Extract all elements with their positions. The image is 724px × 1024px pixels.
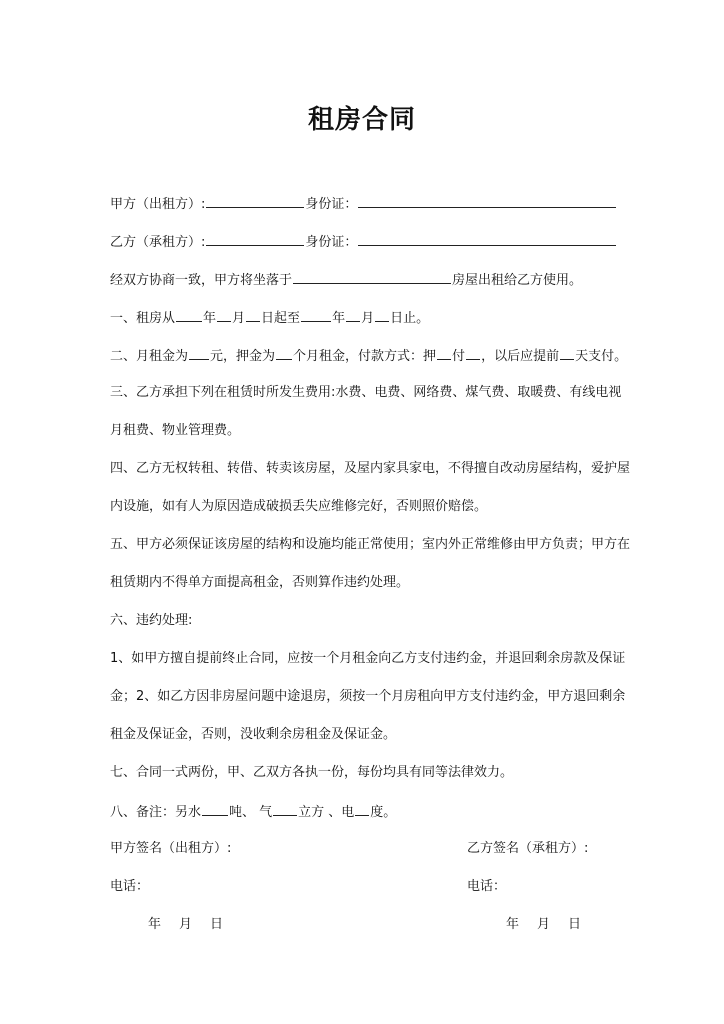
intro-post: 房屋出租给乙方使用。 — [452, 273, 583, 288]
party-b-line — [110, 232, 620, 252]
clause-6-heading: 六、违约处理: — [110, 613, 193, 628]
intro-pre: 经双方协商一致，甲方将坐落于 — [110, 273, 293, 288]
party-b-date-day: 日 — [568, 917, 582, 932]
party-b-date-year: 年 — [506, 917, 520, 932]
clause-1-year: 年 — [203, 311, 217, 326]
clause-4-line-1: 四、乙方无权转租、转借、转卖该房屋，及屋内家具家电，不得擅自改动房屋结构，爱护屋 — [110, 461, 631, 476]
deposit-count-blank[interactable] — [437, 346, 451, 360]
party-a-label: 甲方（出租方）: — [110, 197, 206, 212]
clause-6-line-1: 1、如甲方擅自提前终止合同，应按一个月租金向乙方支付违约金，并退回剩余房款及保证 — [110, 651, 626, 666]
gas-blank[interactable] — [273, 802, 297, 816]
party-a-signature-label: 甲方签名（出租方）: — [110, 841, 232, 856]
party-b-date — [506, 916, 581, 934]
clause-8-electric: 立方 、电 — [298, 805, 355, 820]
clause-3-line-2: 月租费、物业管理费。 — [110, 423, 241, 438]
clause-1-end: 日止。 — [390, 311, 430, 326]
clause-2-payment: 个月租金，付款方式：押 — [293, 349, 437, 364]
deposit-months-blank[interactable] — [276, 346, 292, 360]
clause-1-month: 月 — [232, 311, 246, 326]
clause-2-deposit: 元，押金为 — [210, 349, 276, 364]
property-address-blank[interactable] — [293, 270, 451, 284]
clause-8-text: 八、备注：另水 — [110, 805, 202, 820]
clause-2 — [110, 346, 628, 366]
pay-count-blank[interactable] — [466, 346, 480, 360]
party-a-phone-label: 电话： — [110, 879, 150, 894]
end-month-blank[interactable] — [346, 308, 360, 322]
party-a-date-year: 年 — [148, 917, 162, 932]
clause-1-end-year: 年 — [332, 311, 346, 326]
clause-4-line-2: 内设施，如有人为原因造成破损丢失应维修完好，否则照价赔偿。 — [110, 499, 488, 514]
clause-8-end: 度。 — [370, 805, 397, 820]
start-month-blank[interactable] — [217, 308, 231, 322]
party-b-name-blank[interactable] — [206, 232, 304, 246]
party-b-id-label: 身份证： — [305, 235, 358, 250]
party-a-date-day: 日 — [210, 917, 224, 932]
clause-2-advance: ，以后应提前 — [481, 349, 560, 364]
party-a-id-blank[interactable] — [358, 194, 616, 208]
party-b-date-month: 月 — [537, 917, 551, 932]
page-title: 租房合同 — [307, 105, 416, 135]
party-a-id-label: 身份证： — [305, 197, 358, 212]
clause-1 — [110, 308, 620, 328]
clause-1-end-month: 月 — [361, 311, 375, 326]
party-b-phone-label: 电话： — [467, 879, 507, 894]
clause-2-pay: 付 — [452, 349, 466, 364]
clause-7: 七、合同一式两份，甲、乙双方各执一份，每份均具有同等法律效力。 — [110, 765, 514, 780]
clause-1-until: 日起至 — [261, 311, 301, 326]
monthly-rent-blank[interactable] — [189, 346, 209, 360]
clause-6-line-3: 租金及保证金，否则，没收剩余房租金及保证金。 — [110, 727, 397, 742]
party-a-date-month: 月 — [179, 917, 193, 932]
clause-6-line-2: 金；2、如乙方因非房屋问题中途退房，须按一个月房租向甲方支付违约金，甲方退回剩余 — [110, 689, 626, 704]
clause-3-line-1: 三、乙方承担下列在租赁时所发生费用:水费、电费、网络费、煤气费、取暖费、有线电视 — [110, 385, 622, 400]
start-day-blank[interactable] — [246, 308, 260, 322]
clause-2-text: 二、月租金为 — [110, 349, 189, 364]
end-year-blank[interactable] — [301, 308, 331, 322]
start-year-blank[interactable] — [176, 308, 202, 322]
intro-line — [110, 270, 620, 290]
clause-8 — [110, 802, 620, 822]
advance-days-blank[interactable] — [560, 346, 574, 360]
party-b-label: 乙方（承租方）: — [110, 235, 206, 250]
clause-5-line-2: 租赁期内不得单方面提高租金，否则算作违约处理。 — [110, 575, 410, 590]
party-a-line — [110, 194, 620, 214]
electric-blank[interactable] — [355, 802, 369, 816]
clause-2-end: 天支付。 — [575, 349, 628, 364]
party-a-name-blank[interactable] — [206, 194, 304, 208]
clause-1-text: 一、租房从 — [110, 311, 176, 326]
party-a-date — [148, 916, 223, 934]
party-b-id-blank[interactable] — [358, 232, 616, 246]
clause-8-gas: 吨、 气 — [229, 805, 273, 820]
end-day-blank[interactable] — [375, 308, 389, 322]
clause-5-line-1: 五、甲方必须保证该房屋的结构和设施均能正常使用；室内外正常维修由甲方负责；甲方在 — [110, 537, 631, 552]
party-b-signature-label: 乙方签名（承租方）: — [467, 841, 589, 856]
water-blank[interactable] — [202, 802, 228, 816]
